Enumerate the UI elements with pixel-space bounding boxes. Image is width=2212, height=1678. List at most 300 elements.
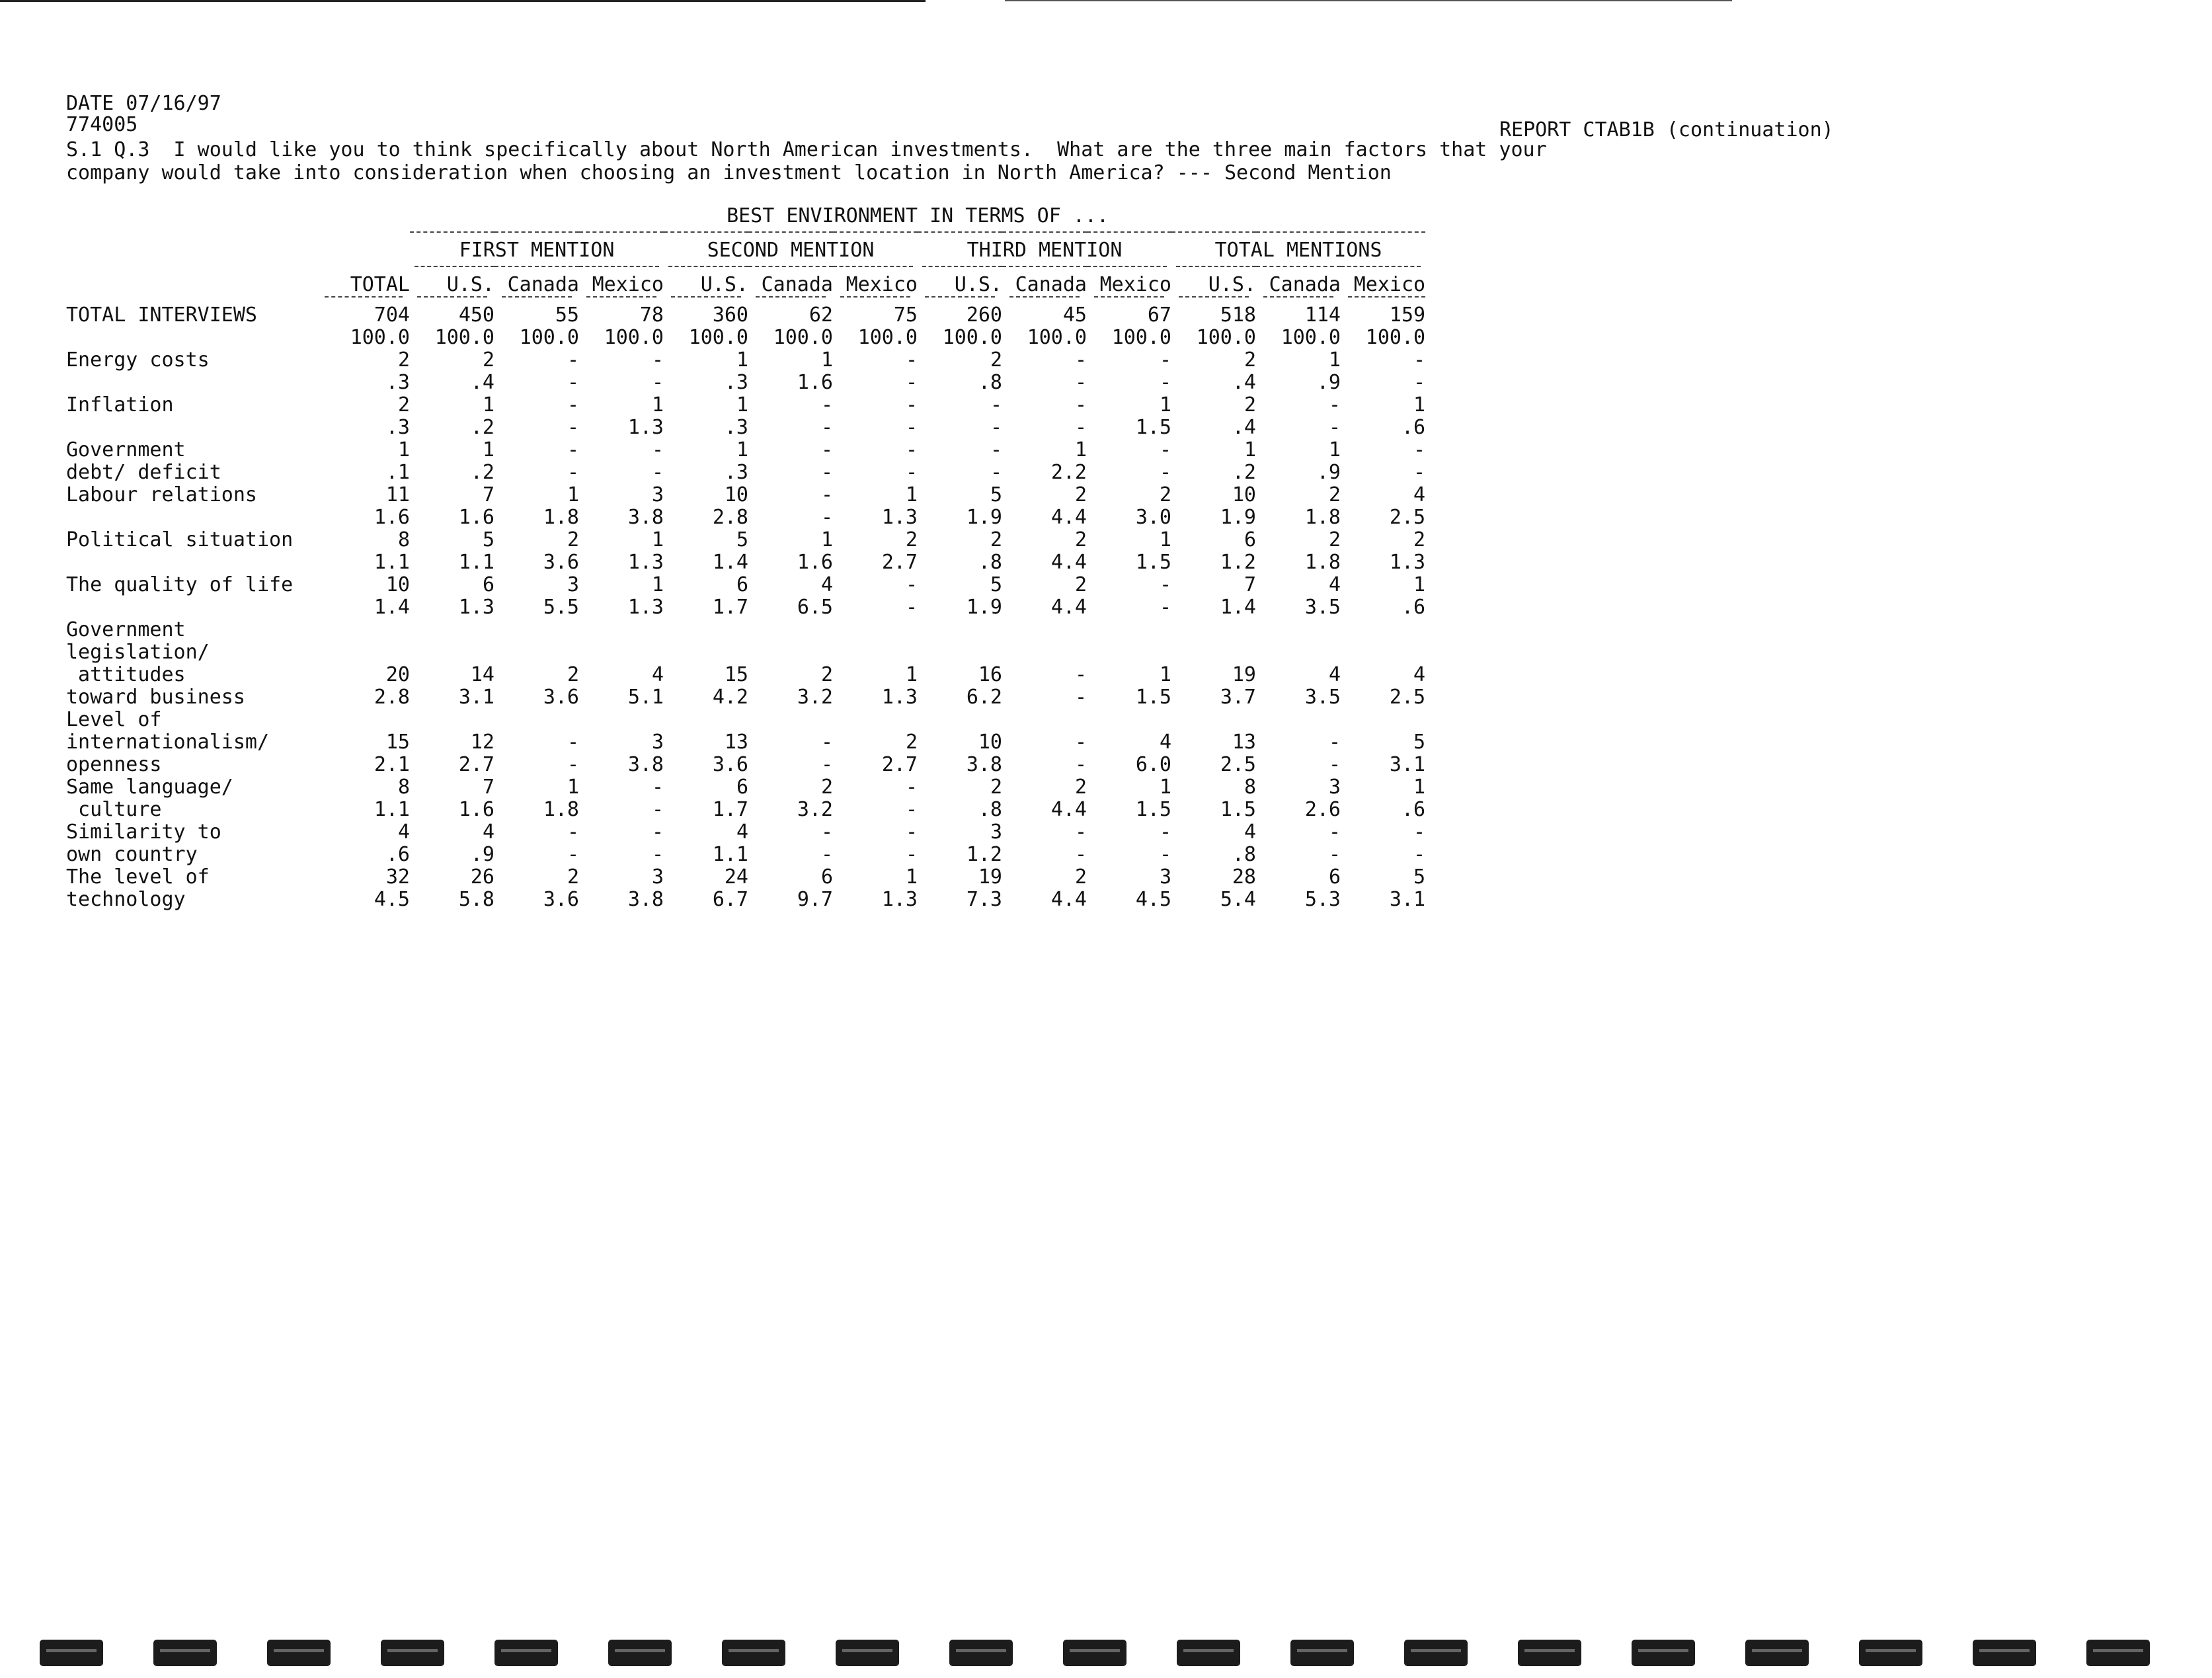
count-value: - bbox=[820, 731, 833, 754]
data-cell bbox=[1002, 529, 1087, 574]
percent-value: 1.1 bbox=[458, 551, 494, 574]
count-value: - bbox=[905, 348, 918, 372]
percent-value: 4.4 bbox=[1050, 551, 1087, 574]
count-value: 4 bbox=[1328, 663, 1341, 686]
percent-value: - bbox=[1159, 461, 1171, 484]
percent-value: - bbox=[1159, 596, 1171, 619]
percent-value: 100.0 bbox=[1365, 326, 1426, 349]
row-label: The level of technology bbox=[66, 865, 210, 911]
percent-value: - bbox=[1328, 843, 1341, 866]
count-value: 7 bbox=[1244, 573, 1256, 596]
feed-hole bbox=[1404, 1640, 1468, 1666]
data-cell bbox=[1002, 709, 1087, 776]
data-cell bbox=[1341, 439, 1425, 484]
count-value: 13 bbox=[1232, 731, 1256, 754]
percent-value: - bbox=[1413, 843, 1426, 866]
data-cell bbox=[1087, 394, 1171, 439]
count-value: 1 bbox=[567, 483, 579, 506]
data-cell bbox=[410, 709, 494, 776]
count-value: 159 bbox=[1389, 303, 1426, 327]
data-cell bbox=[1087, 619, 1171, 709]
count-value: - bbox=[567, 348, 579, 372]
percent-value: .3 bbox=[724, 416, 748, 439]
data-cell bbox=[1341, 619, 1425, 709]
count-value: 360 bbox=[712, 303, 748, 327]
data-cell bbox=[579, 484, 664, 529]
percent-value: 1.4 bbox=[1220, 596, 1256, 619]
feed-hole bbox=[267, 1640, 331, 1666]
data-cell bbox=[1256, 776, 1341, 821]
count-value: 1 bbox=[1328, 438, 1341, 461]
percent-value: - bbox=[820, 416, 833, 439]
feed-hole bbox=[1518, 1640, 1581, 1666]
percent-value: 1.9 bbox=[1220, 506, 1256, 529]
percent-value: 1.8 bbox=[1304, 506, 1341, 529]
percent-value: 3.1 bbox=[1389, 888, 1426, 911]
count-value: 1 bbox=[905, 865, 918, 889]
percent-value: 6.2 bbox=[966, 686, 1002, 709]
data-cell bbox=[317, 821, 410, 866]
data-cell bbox=[833, 619, 918, 709]
data-cell bbox=[1087, 439, 1171, 484]
data-cell bbox=[494, 349, 579, 394]
count-value: 16 bbox=[978, 663, 1002, 686]
data-cell bbox=[317, 776, 410, 821]
feed-hole bbox=[381, 1640, 444, 1666]
percent-value: 5.5 bbox=[543, 596, 579, 619]
count-value: 4 bbox=[482, 820, 494, 844]
count-value: - bbox=[1074, 820, 1087, 844]
data-cell bbox=[748, 529, 833, 574]
count-value: - bbox=[820, 438, 833, 461]
percent-value: 100.0 bbox=[604, 326, 664, 349]
data-cell bbox=[1341, 394, 1425, 439]
data-cell bbox=[1002, 574, 1087, 619]
percent-value: - bbox=[567, 416, 579, 439]
data-cell bbox=[748, 776, 833, 821]
count-value: 1 bbox=[820, 348, 833, 372]
percent-value: 3.0 bbox=[1135, 506, 1171, 529]
percent-value: - bbox=[1328, 416, 1341, 439]
count-value: - bbox=[567, 438, 579, 461]
data-cell bbox=[833, 394, 918, 439]
percent-value: - bbox=[1159, 843, 1171, 866]
table-row bbox=[66, 619, 1425, 709]
data-cell bbox=[410, 394, 494, 439]
data-cell bbox=[1087, 709, 1171, 776]
data-cell bbox=[1256, 439, 1341, 484]
count-value: - bbox=[651, 348, 664, 372]
count-value: 13 bbox=[724, 731, 748, 754]
percent-value: 1.6 bbox=[458, 798, 494, 821]
percent-value: 4.4 bbox=[1050, 596, 1087, 619]
percent-value: 2.8 bbox=[712, 506, 748, 529]
percent-value: - bbox=[651, 371, 664, 394]
count-value: 1 bbox=[1413, 776, 1426, 799]
count-value: - bbox=[820, 820, 833, 844]
data-cell bbox=[664, 619, 748, 709]
count-value: 2 bbox=[1074, 573, 1087, 596]
data-cell bbox=[918, 709, 1002, 776]
data-cell bbox=[579, 304, 664, 349]
count-value: - bbox=[651, 438, 664, 461]
percent-value: 3.6 bbox=[543, 888, 579, 911]
count-value: - bbox=[1328, 731, 1341, 754]
row-label: Same language/ culture bbox=[66, 776, 233, 821]
percent-value: 5.3 bbox=[1304, 888, 1341, 911]
count-value: 15 bbox=[385, 731, 410, 754]
count-value: - bbox=[1074, 348, 1087, 372]
data-cell bbox=[579, 394, 664, 439]
count-value: 4 bbox=[820, 573, 833, 596]
data-cell bbox=[494, 619, 579, 709]
count-value: 4 bbox=[736, 820, 748, 844]
data-cell bbox=[1002, 394, 1087, 439]
percent-value: 1.3 bbox=[1389, 551, 1426, 574]
data-cell bbox=[748, 439, 833, 484]
percent-value: 2.5 bbox=[1220, 753, 1256, 776]
percent-value: 1.9 bbox=[966, 506, 1002, 529]
percent-value: 4.4 bbox=[1050, 506, 1087, 529]
data-cell bbox=[317, 439, 410, 484]
data-cell bbox=[410, 776, 494, 821]
count-value: 1 bbox=[651, 573, 664, 596]
data-cell bbox=[748, 821, 833, 866]
count-value: 3 bbox=[651, 483, 664, 506]
column-header: Canada bbox=[761, 273, 833, 296]
data-cell bbox=[579, 709, 664, 776]
percent-value: 6.5 bbox=[797, 596, 833, 619]
count-value: 2 bbox=[1328, 483, 1341, 506]
data-cell bbox=[410, 439, 494, 484]
data-cell bbox=[1171, 619, 1256, 709]
count-value: 10 bbox=[1232, 483, 1256, 506]
percent-value: 5.8 bbox=[458, 888, 494, 911]
count-value: - bbox=[990, 393, 1002, 417]
count-value: 10 bbox=[385, 573, 410, 596]
feed-hole bbox=[722, 1640, 785, 1666]
data-cell bbox=[579, 349, 664, 394]
count-value: - bbox=[651, 776, 664, 799]
data-cell bbox=[1002, 304, 1087, 349]
percent-value: .8 bbox=[978, 551, 1002, 574]
data-cell bbox=[664, 484, 748, 529]
percent-value: - bbox=[990, 461, 1002, 484]
row-label: Labour relations bbox=[66, 483, 257, 506]
count-value: 1 bbox=[1413, 573, 1426, 596]
percent-value: - bbox=[820, 461, 833, 484]
table-row bbox=[66, 709, 1425, 776]
data-cell bbox=[1087, 484, 1171, 529]
percent-value: - bbox=[651, 461, 664, 484]
table-row bbox=[66, 394, 1425, 439]
count-value: 8 bbox=[397, 528, 410, 551]
data-cell bbox=[1002, 439, 1087, 484]
column-header: Mexico bbox=[846, 273, 918, 296]
percent-value: 2.8 bbox=[374, 686, 410, 709]
count-value: 2 bbox=[1244, 348, 1256, 372]
group-header: FIRST MENTION bbox=[459, 239, 615, 262]
row-label: The quality of life bbox=[66, 573, 294, 596]
data-cell bbox=[664, 574, 748, 619]
percent-value: .8 bbox=[978, 371, 1002, 394]
data-cell bbox=[494, 484, 579, 529]
percent-value: .4 bbox=[470, 371, 494, 394]
count-value: 2 bbox=[1328, 528, 1341, 551]
count-value: 5 bbox=[990, 483, 1002, 506]
data-cell bbox=[1341, 484, 1425, 529]
data-cell bbox=[1256, 866, 1341, 911]
percent-value: - bbox=[905, 371, 918, 394]
data-cell bbox=[748, 619, 833, 709]
data-cell bbox=[1087, 574, 1171, 619]
percent-value: 1.7 bbox=[712, 798, 748, 821]
data-cell bbox=[664, 304, 748, 349]
percent-value: - bbox=[567, 371, 579, 394]
data-cell bbox=[317, 529, 410, 574]
row-label: Government debt/ deficit bbox=[66, 438, 221, 484]
percent-value: 1.6 bbox=[797, 371, 833, 394]
percent-value: 3.6 bbox=[543, 686, 579, 709]
count-value: 6 bbox=[736, 776, 748, 799]
count-value: 1 bbox=[651, 528, 664, 551]
percent-value: .6 bbox=[1401, 416, 1426, 439]
count-value: 75 bbox=[893, 303, 918, 327]
data-cell bbox=[317, 484, 410, 529]
percent-value: - bbox=[820, 843, 833, 866]
count-value: 1 bbox=[1159, 776, 1171, 799]
count-value: 8 bbox=[397, 776, 410, 799]
percent-value: .9 bbox=[1316, 371, 1341, 394]
count-value: - bbox=[1074, 731, 1087, 754]
percent-value: .9 bbox=[470, 843, 494, 866]
feed-hole bbox=[2086, 1640, 2150, 1666]
data-cell bbox=[664, 439, 748, 484]
column-header: Mexico bbox=[1099, 273, 1171, 296]
row-label: Similarity to own country bbox=[66, 820, 221, 866]
data-cell bbox=[410, 304, 494, 349]
percent-value: .1 bbox=[385, 461, 410, 484]
report-id: REPORT CTAB1B (continuation) bbox=[1499, 118, 1834, 141]
count-value: 450 bbox=[458, 303, 494, 327]
column-header: Mexico bbox=[1353, 273, 1426, 296]
data-cell bbox=[1171, 484, 1256, 529]
count-value: 2 bbox=[905, 731, 918, 754]
data-cell bbox=[748, 349, 833, 394]
count-value: 3 bbox=[1328, 776, 1341, 799]
row-label: TOTAL INTERVIEWS bbox=[66, 303, 257, 327]
count-value: 2 bbox=[1244, 393, 1256, 417]
percent-value: .2 bbox=[1232, 461, 1256, 484]
data-cell bbox=[918, 866, 1002, 911]
group-header: THIRD MENTION bbox=[967, 239, 1123, 262]
count-value: 5 bbox=[482, 528, 494, 551]
percent-value: 1.4 bbox=[712, 551, 748, 574]
table-row bbox=[66, 484, 1425, 529]
data-cell bbox=[664, 394, 748, 439]
percent-value: 7.3 bbox=[966, 888, 1002, 911]
count-value: 2 bbox=[1159, 483, 1171, 506]
feed-hole bbox=[1632, 1640, 1695, 1666]
percent-value: 1.3 bbox=[627, 416, 664, 439]
count-value: 6 bbox=[820, 865, 833, 889]
data-cell bbox=[579, 866, 664, 911]
count-value: 1 bbox=[1074, 438, 1087, 461]
percent-value: .3 bbox=[385, 371, 410, 394]
percent-value: .6 bbox=[1401, 798, 1426, 821]
count-value: 4 bbox=[1244, 820, 1256, 844]
question-line-1: S.1 Q.3 I would like you to think specifically about North American investments. What are the three main factors that your bbox=[66, 138, 1547, 161]
count-value: 1 bbox=[651, 393, 664, 417]
data-cell bbox=[1002, 866, 1087, 911]
data-cell bbox=[1171, 439, 1256, 484]
data-cell bbox=[833, 709, 918, 776]
count-value: 55 bbox=[555, 303, 579, 327]
percent-value: - bbox=[905, 596, 918, 619]
data-cell bbox=[1341, 776, 1425, 821]
data-cell bbox=[1171, 821, 1256, 866]
percent-value: 100.0 bbox=[1281, 326, 1341, 349]
count-value: 4 bbox=[397, 820, 410, 844]
percent-value: 4.5 bbox=[374, 888, 410, 911]
percent-value: 1.5 bbox=[1135, 416, 1171, 439]
column-header: TOTAL bbox=[350, 273, 410, 296]
data-cell bbox=[1171, 349, 1256, 394]
data-cell bbox=[494, 776, 579, 821]
data-cell bbox=[579, 776, 664, 821]
data-cell bbox=[579, 439, 664, 484]
data-cell bbox=[494, 394, 579, 439]
data-cell bbox=[918, 484, 1002, 529]
data-cell bbox=[1341, 574, 1425, 619]
feed-hole bbox=[1973, 1640, 2036, 1666]
percent-value: - bbox=[1074, 843, 1087, 866]
data-cell bbox=[1087, 529, 1171, 574]
count-value: 1 bbox=[736, 438, 748, 461]
data-cell bbox=[579, 821, 664, 866]
data-cell bbox=[317, 394, 410, 439]
percent-value: 1.7 bbox=[712, 596, 748, 619]
count-value: - bbox=[651, 820, 664, 844]
data-cell bbox=[410, 484, 494, 529]
count-value: 4 bbox=[1413, 663, 1426, 686]
count-value: - bbox=[1413, 438, 1426, 461]
percent-value: 5.1 bbox=[627, 686, 664, 709]
count-value: 62 bbox=[809, 303, 833, 327]
column-header: U.S. bbox=[446, 273, 494, 296]
data-cell bbox=[317, 866, 410, 911]
percent-value: 3.1 bbox=[1389, 753, 1426, 776]
column-header: U.S. bbox=[954, 273, 1002, 296]
percent-value: - bbox=[1159, 371, 1171, 394]
column-header: Canada bbox=[1269, 273, 1341, 296]
percent-value: 3.8 bbox=[966, 753, 1002, 776]
data-cell bbox=[1341, 821, 1425, 866]
count-value: - bbox=[820, 393, 833, 417]
data-cell bbox=[1171, 574, 1256, 619]
row-label: Inflation bbox=[66, 393, 174, 417]
data-cell bbox=[664, 866, 748, 911]
count-value: 10 bbox=[724, 483, 748, 506]
data-cell bbox=[317, 574, 410, 619]
count-value: - bbox=[1159, 348, 1171, 372]
percent-value: - bbox=[651, 843, 664, 866]
percent-value: 2.1 bbox=[374, 753, 410, 776]
percent-value: .2 bbox=[470, 416, 494, 439]
group-header: SECOND MENTION bbox=[707, 239, 875, 262]
feed-hole bbox=[836, 1640, 899, 1666]
count-value: 6 bbox=[1244, 528, 1256, 551]
percent-value: 1.5 bbox=[1135, 686, 1171, 709]
data-cell bbox=[410, 619, 494, 709]
data-cell bbox=[918, 529, 1002, 574]
data-cell bbox=[1002, 349, 1087, 394]
count-value: - bbox=[1413, 820, 1426, 844]
count-value: 1 bbox=[820, 528, 833, 551]
row-label: Government legislation/ attitudes toward business bbox=[66, 618, 245, 709]
percent-value: 1.8 bbox=[543, 798, 579, 821]
data-cell bbox=[494, 709, 579, 776]
percent-value: 3.6 bbox=[543, 551, 579, 574]
count-value: 28 bbox=[1232, 865, 1256, 889]
feed-hole bbox=[1063, 1640, 1126, 1666]
column-header: Canada bbox=[507, 273, 579, 296]
count-value: 2 bbox=[397, 393, 410, 417]
data-cell bbox=[918, 619, 1002, 709]
data-cell bbox=[494, 439, 579, 484]
percent-value: - bbox=[1413, 371, 1426, 394]
percent-value: 3.8 bbox=[627, 753, 664, 776]
count-value: 1 bbox=[736, 348, 748, 372]
row-label: Level of internationalism/ openness bbox=[66, 708, 270, 776]
feed-hole bbox=[608, 1640, 672, 1666]
count-value: 2 bbox=[567, 663, 579, 686]
table-row bbox=[66, 866, 1425, 911]
banner-title: BEST ENVIRONMENT IN TERMS OF ... bbox=[727, 204, 1109, 227]
data-cell bbox=[664, 776, 748, 821]
count-value: - bbox=[905, 776, 918, 799]
row-label: Energy costs bbox=[66, 348, 210, 372]
data-cell bbox=[833, 484, 918, 529]
feed-hole bbox=[40, 1640, 103, 1666]
percent-value: - bbox=[905, 798, 918, 821]
data-cell bbox=[748, 394, 833, 439]
count-value: 2 bbox=[1413, 528, 1426, 551]
count-value: 7 bbox=[482, 483, 494, 506]
count-value: 12 bbox=[470, 731, 494, 754]
count-value: 67 bbox=[1147, 303, 1171, 327]
percent-value: 100.0 bbox=[857, 326, 918, 349]
percent-value: 2.6 bbox=[1304, 798, 1341, 821]
data-cell bbox=[1087, 821, 1171, 866]
percent-value: 1.8 bbox=[543, 506, 579, 529]
data-cell bbox=[579, 574, 664, 619]
count-value: 114 bbox=[1304, 303, 1341, 327]
data-cell bbox=[410, 349, 494, 394]
row-label: Political situation bbox=[66, 528, 294, 551]
percent-value: 100.0 bbox=[1027, 326, 1087, 349]
count-value: 4 bbox=[1328, 573, 1341, 596]
percent-value: .6 bbox=[385, 843, 410, 866]
percent-value: 1.8 bbox=[1304, 551, 1341, 574]
count-value: 1 bbox=[567, 776, 579, 799]
count-value: - bbox=[1328, 393, 1341, 417]
data-cell bbox=[918, 574, 1002, 619]
count-value: 6 bbox=[1328, 865, 1341, 889]
data-cell bbox=[748, 304, 833, 349]
count-value: 1 bbox=[1244, 438, 1256, 461]
data-cell bbox=[410, 821, 494, 866]
